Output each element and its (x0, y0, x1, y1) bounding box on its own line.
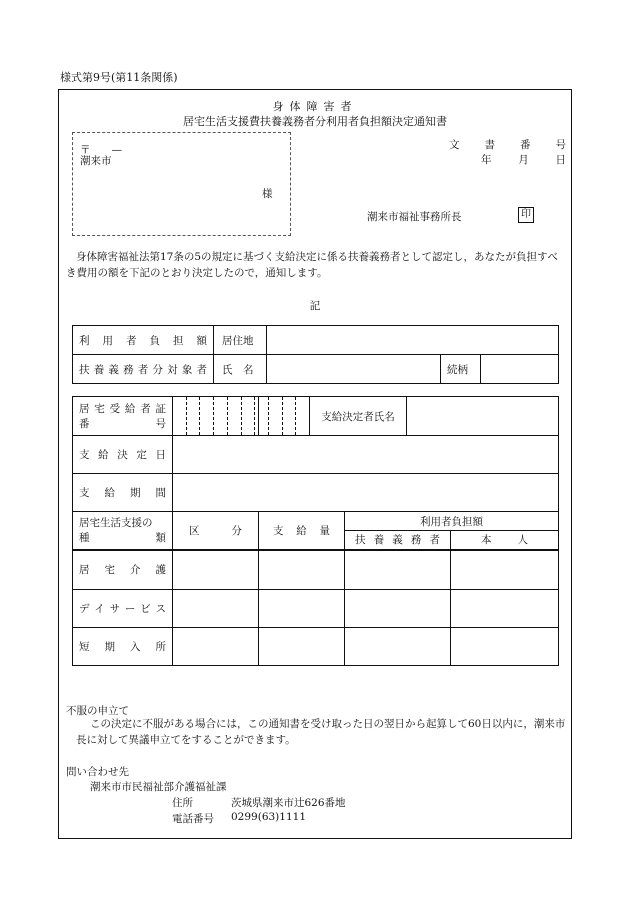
body-text: 身体障害福祉法第17条の5の規定に基づく支給決定に係る扶養義務者として認定し，あなたが負担すべき費用の額を下記のとおり決定したので，通知します。 (66, 251, 558, 279)
table-cell[interactable] (345, 590, 451, 628)
doc-num-char: 号 (555, 139, 566, 151)
certificate-label: 居 宅 受 給 者 証 番 号 (73, 397, 173, 436)
table-cell[interactable] (259, 550, 345, 590)
date-char: 月 (518, 154, 529, 166)
residence-label: 居住地 (214, 326, 267, 355)
contact-address: 茨城県潮来市辻626番地 (231, 797, 346, 809)
appeal-text: この決定に不服がある場合には，この通知書を受け取った日の翌日から起算して60日以内に，潮来市長に対して異議申立てをすることができます。 (76, 718, 566, 746)
obligor-label: 扶 養 義 務 者 分 対 象 者 (73, 355, 214, 384)
issue-date (481, 152, 566, 167)
certificate-number-field[interactable] (173, 397, 259, 436)
table-cell[interactable] (259, 590, 345, 628)
date-char: 日 (555, 154, 566, 166)
form-number: 様式第9号(第11条関係) (60, 71, 178, 84)
table-cell[interactable] (345, 628, 451, 666)
table-cell[interactable] (451, 550, 559, 590)
service-day-service: デ イ サ ー ビ ス (73, 590, 173, 628)
decision-date-label: 支 給 決 定 日 (73, 436, 173, 474)
recipient-city: 潮来市 (80, 155, 112, 167)
contact-title: 問い合わせ先 (66, 766, 129, 778)
self-header: 本 人 (451, 531, 559, 550)
title-line-2: 居宅生活支援費扶養義務者分利用者負担額決定通知書 (183, 115, 447, 128)
relation-label: 続柄 (441, 355, 481, 384)
table-cell[interactable] (173, 590, 259, 628)
honorific: 様 (262, 188, 273, 200)
name-field[interactable] (267, 355, 441, 384)
period-label: 支 給 期 間 (73, 474, 173, 512)
burden-label: 利 用 者 負 担 額 (73, 326, 214, 355)
appeal-title: 不服の申立て (66, 705, 129, 717)
title-line-1: 身体障害者 (272, 100, 358, 113)
decision-date-field[interactable] (173, 436, 559, 474)
doc-num-char: 書 (484, 139, 495, 151)
issuer: 潮来市福祉事務所長 (367, 211, 462, 223)
obligor-header: 扶 養 義 務 者 (345, 531, 451, 550)
service-short-stay: 短 期 入 所 (73, 628, 173, 666)
name-label: 氏 名 (214, 355, 267, 384)
seal-mark: 印 (518, 207, 534, 223)
recipient-name-field[interactable] (407, 397, 558, 435)
contact-dept: 潮来市市民福祉部介護福祉課 (90, 781, 227, 793)
table-cell[interactable] (451, 628, 559, 666)
document-number (449, 137, 566, 152)
service-table (72, 396, 559, 666)
recipient-name-row (259, 397, 559, 436)
contact-tel: 0299(63)1111 (231, 811, 306, 823)
residence-field[interactable] (267, 326, 559, 355)
ki-heading: 記 (309, 300, 321, 312)
period-field[interactable] (173, 474, 559, 512)
table-cell[interactable] (173, 550, 259, 590)
category-header: 区 分 (173, 512, 259, 550)
doc-num-char: 番 (520, 139, 531, 151)
burden-header: 利用者負担額 (345, 512, 559, 531)
table-cell[interactable] (173, 628, 259, 666)
contact-address-label: 住所 (172, 797, 193, 809)
obligor-table (72, 325, 559, 384)
service-home-care: 居 宅 介 護 (73, 550, 173, 590)
amount-header: 支 給 量 (259, 512, 345, 550)
postal-code: 〒 — (80, 144, 122, 156)
contact-tel-label: 電話番号 (172, 813, 214, 825)
service-type-label: 居宅生活支援の 種 類 (73, 512, 173, 550)
recipient-name-label: 支給決定者氏名 (309, 397, 407, 435)
table-cell[interactable] (451, 590, 559, 628)
relation-field[interactable] (481, 355, 559, 384)
doc-num-char: 文 (449, 139, 460, 151)
table-cell[interactable] (259, 628, 345, 666)
table-cell[interactable] (345, 550, 451, 590)
date-char: 年 (481, 154, 492, 166)
